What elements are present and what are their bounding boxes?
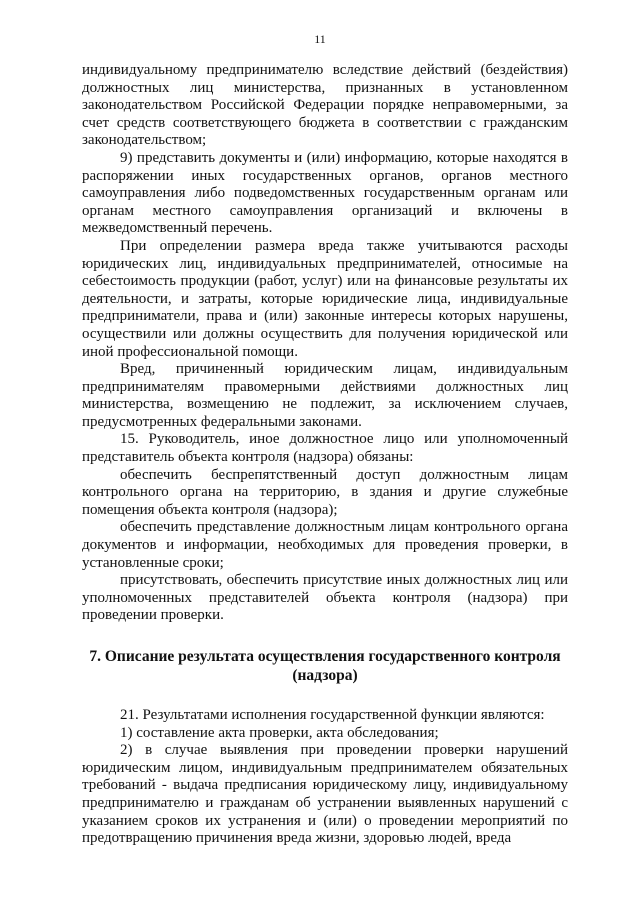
paragraph: 2) в случае выявления при проведении проверки нарушений юридическим лицом, индивидуальным предпринимателем обязательных требований - выдача предписания юридическому лицу, индивидуальному предпринимателю и гражданам об устранении выявленных нарушений с указанием сроков их устранения и (или) о проведении мероприятий по предотвращению причинения вреда жизни, здоровью людей, вреда bbox=[82, 742, 568, 847]
paragraph: 1) составление акта проверки, акта обследования; bbox=[120, 724, 439, 741]
section-heading: 7. Описание результата осуществления государственного контроля (надзора) bbox=[89, 648, 561, 684]
paragraph: присутствовать, обеспечить присутствие иных должностных лиц или уполномоченных представителей объекта контроля (надзора) при проведении проверки. bbox=[82, 572, 568, 624]
document-body bbox=[82, 62, 568, 848]
paragraph: При определении размера вреда также учитываются расходы юридических лиц, индивидуальных предпринимателей, относимые на себестоимость продукции (работ, услуг) или на финансовые результаты их деятельности, и затраты, которые юридические лица, индивидуальные предприниматели, права и (или) законные интересы которых нарушены, осуществили или должны осуществить для получения юридической или иной профессиональной помощи. bbox=[82, 237, 568, 360]
paragraph: обеспечить представление должностным лицам контрольного органа документов и информации, необходимых для проведения проверки, в установленные сроки; bbox=[82, 519, 568, 571]
paragraph: 15. Руководитель, иное должностное лицо или уполномоченный представитель объекта контроля (надзора) обязаны: bbox=[82, 431, 568, 466]
paragraph: обеспечить беспрепятственный доступ должностным лицам контрольного органа на территорию, в здания и другие служебные помещения объекта контроля (надзора); bbox=[82, 466, 568, 518]
paragraph: 21. Результатами исполнения государственной функции являются: bbox=[120, 707, 545, 723]
paragraph: Вред, причиненный юридическим лицам, индивидуальным предпринимателям правомерными действиями должностных лиц министерства, возмещению не подлежит, за исключением случаев, предусмотренных федеральными законами. bbox=[82, 361, 568, 430]
page-number: 11 bbox=[314, 32, 326, 46]
paragraph: индивидуальному предпринимателю вследствие действий (бездействия) должностных лиц министерства, признанных в установленном законодательством Российской Федерации порядке неправомерными, за счет средств соответствующего бюджета в соответствии с гражданским законодательством; bbox=[82, 62, 568, 149]
paragraph: 9) представить документы и (или) информацию, которые находятся в распоряжении иных государственных органов, органов местного самоуправления либо подведомственных государственным органам или органам местного самоуправления организаций и включены в межведомственный перечень. bbox=[82, 149, 568, 237]
